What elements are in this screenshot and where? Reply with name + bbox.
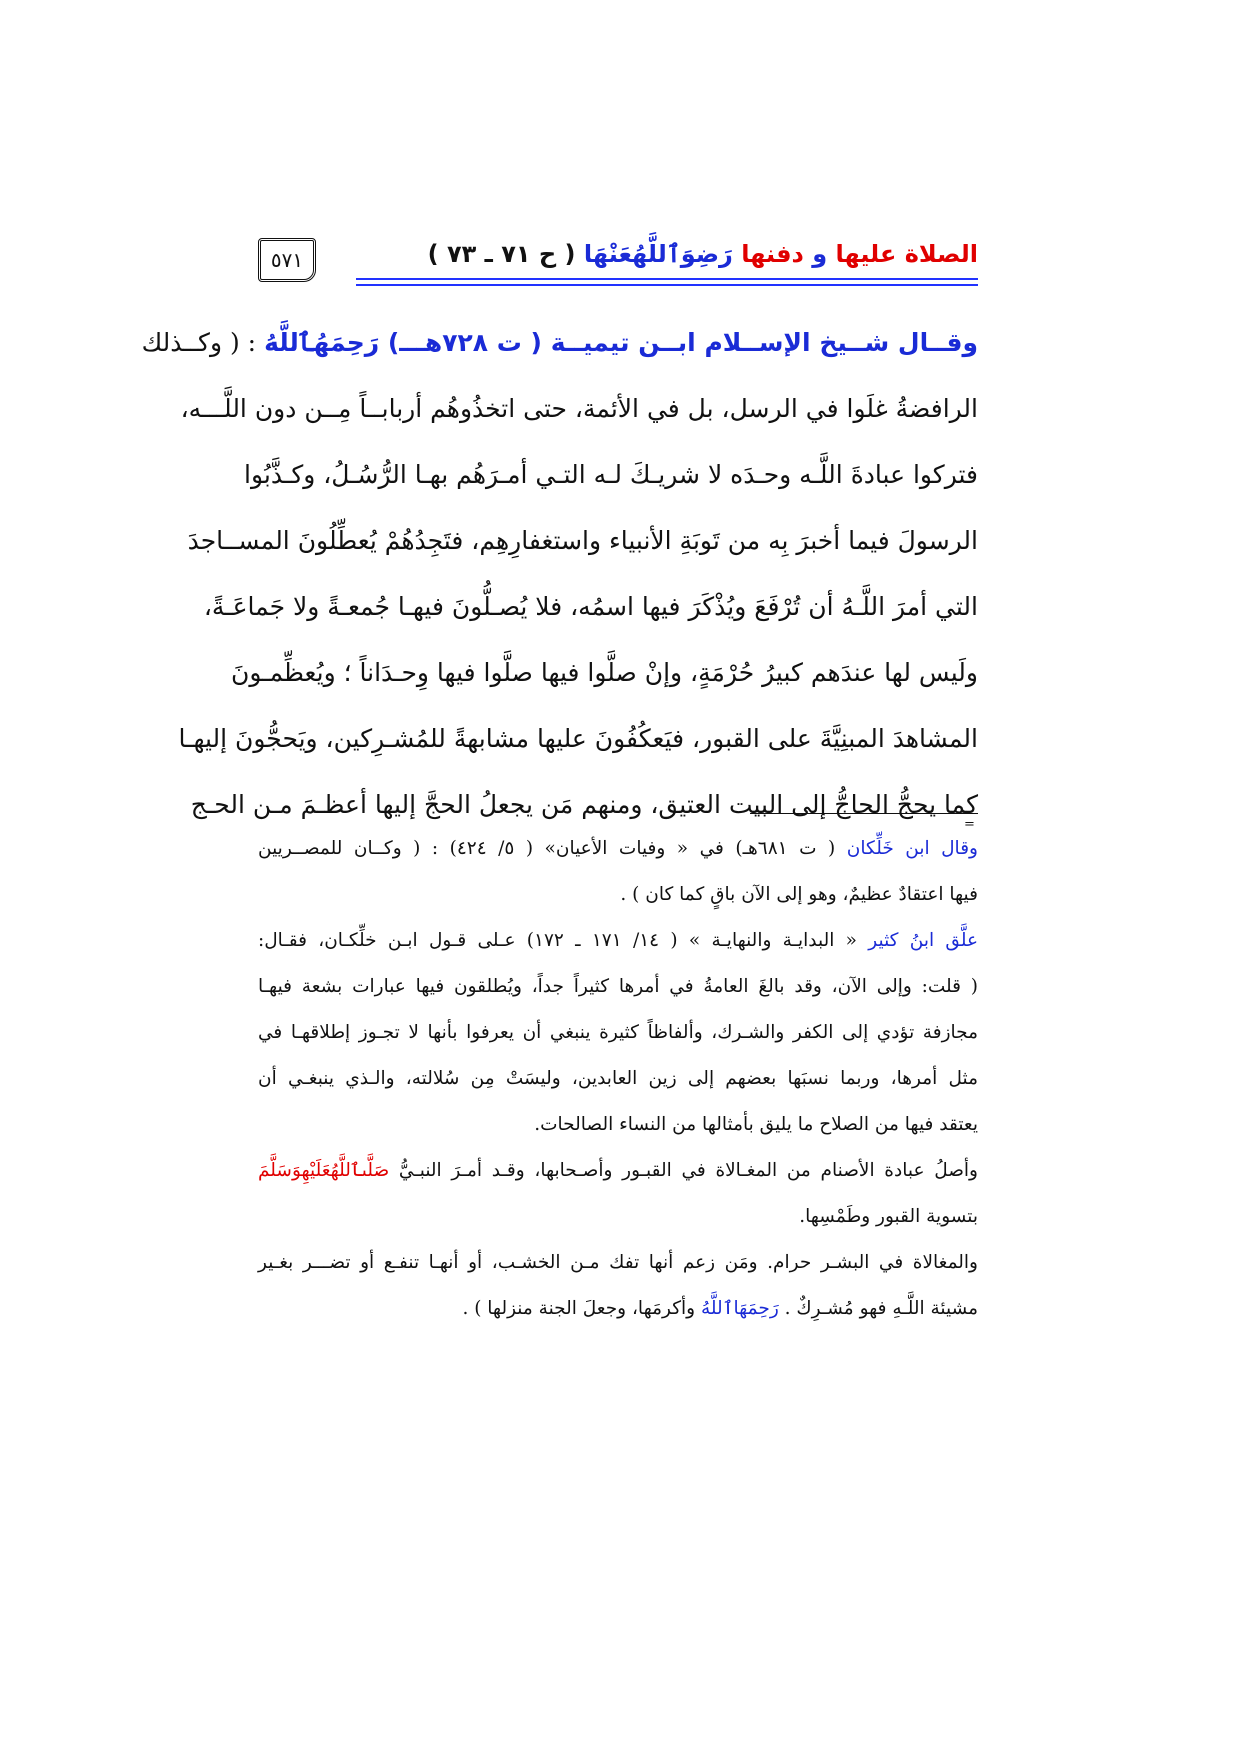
footnote-continuation-mark: = [964, 817, 975, 832]
salutation-glyph: صَلَّىٱللَّهُعَلَيْهِوَسَلَّمَ [258, 1160, 390, 1181]
footnote-text: ( ت ٦٨١هـ) في « وفيات الأعيان» ( ٥/ ٤٢٤) : ( وكــان للمصــريين [258, 838, 836, 859]
footnote-line: مثل أمرها، وربما نسبَها بعضهم إلى زين العابدين، وليسَتْ مِن سُلالته، والـذي ينبغـي أن [258, 1068, 978, 1089]
footnote-line [258, 826, 978, 872]
footnote-line [258, 918, 978, 964]
main-line-1-rest: : ( وكــذلك [141, 328, 257, 357]
footnote-line: فيها اعتقادٌ عظيمٌ، وهو إلى الآن باقٍ كما كان ) . [620, 884, 978, 905]
honorific-glyph: رَحِمَهَاٱللَّهُ [701, 1298, 779, 1319]
header-rule [356, 278, 978, 286]
cited-author-ibn-kathir: علَّق ابنُ كثير [868, 930, 978, 951]
main-line: التي أمرَ اللَّـهُ أن تُرْفَعَ ويُذْكَرَ فيها اسمُه، فلا يُصـلُّونَ فيهـا جُمعـةً ولا جَماعَـةً، [203, 592, 978, 621]
main-line-1 [141, 310, 978, 376]
main-line: فتركوا عبادةَ اللَّـه وحـدَه لا شريـكَ لـه التـي أمـرَهُم بهـا الرُّسُـلُ، وكـذَّبُوا [244, 460, 978, 489]
footnote-line: ( قلت: وإلى الآن، وقد بالغَ العامةُ في أمرها كثيراً جداً، ويُطلقون فيها عبارات بشعة فيهـا [258, 976, 978, 997]
main-line: الرافضةُ غلَوا في الرسل، بل في الأئمة، حتى اتخذُوهُم أربابــاً مِــن دون اللَّـــه، [180, 394, 978, 423]
running-header [258, 238, 978, 298]
footnote-text: مشيئة اللَّـهِ فهو مُشـرِكٌ . [784, 1298, 978, 1319]
footnote-text: وأكرمَها، وجعلَ الجنة منزلها ) . [462, 1298, 696, 1319]
footnote-line: يعتقد فيها من الصلاح ما يليق بأمثالها من النساء الصالحات. [534, 1114, 978, 1135]
footnote-line: بتسوية القبور وطَمْسِها. [799, 1206, 978, 1227]
header-reference: ( ح ٧١ ـ ٧٣ ) [427, 240, 576, 268]
speaker-attribution: وقــال شــيخ الإســلام ابــن تيميــة ( ت ٧٢٨هـــ) رَحِمَهُٱللَّهُ [264, 328, 978, 357]
footnote-text: « البدايـة والنهايـة » ( ١٤/ ١٧١ ـ ١٧٢) عـلى قـول ابـن خلِّكـان، فقـال: [258, 930, 857, 951]
header-title-part2: دفنها [741, 240, 804, 268]
main-line: الرسولَ فيما أخبرَ بِه من تَوبَةِ الأنبياء واستغفارِهِم، فتَجِدُهُمْ يُعطِّلُونَ المســاجدَ [187, 526, 978, 555]
cited-author-ibn-khallikan: وقال ابن خَلِّكان [846, 838, 978, 859]
header-title-part1: الصلاة عليها [835, 240, 978, 268]
page-number: ٥٧١ [270, 248, 304, 272]
footnote-line [258, 1148, 978, 1194]
page-number-box [258, 238, 316, 282]
header-honorific: رَضِوَٱللَّهُعَنْهَا [583, 240, 733, 268]
header-title [428, 240, 978, 268]
footnote-line: مجازفة تؤدي إلى الكفر والشـرك، وألفاظاً كثيرة ينبغي أن يعرفوا بأنها لا تجـوز إطلاقهـا في [258, 1022, 978, 1043]
header-title-connector: و [812, 240, 828, 268]
footnote-text: وأصلُ عبادة الأصنام من المغـالاة في القبـور وأصـحابها، وقـد أمـرَ النبـيُّ [398, 1160, 978, 1181]
footnotes [258, 826, 978, 1332]
main-line: كما يحجُّ الحاجُّ إلى البيت العتيق، ومنهم مَن يجعلُ الحجَّ إليها أعظـمَ مـن الحـج [190, 790, 978, 819]
footnote-line [258, 1286, 978, 1332]
main-line: المشاهدَ المبنِيَّةَ على القبور، فيَعكُفُونَ عليها مشابهةً للمُشـرِكين، ويَحجُّونَ إليهـا [178, 724, 978, 753]
main-text [141, 310, 978, 838]
footnote-separator [750, 813, 978, 814]
footnote-line: والمغالاة في البشـر حرام. ومَن زعم أنها تفك مـن الخشـب، أو أنهـا تنفـع أو تضـــر بغـير [258, 1252, 978, 1273]
main-line: ولَيس لها عندَهم كبيرُ حُرْمَةٍ، وإنْ صلَّوا فيها صلَّوا فيها وِحـدَاناً ؛ ويُعظِّمـونَ [231, 658, 978, 687]
